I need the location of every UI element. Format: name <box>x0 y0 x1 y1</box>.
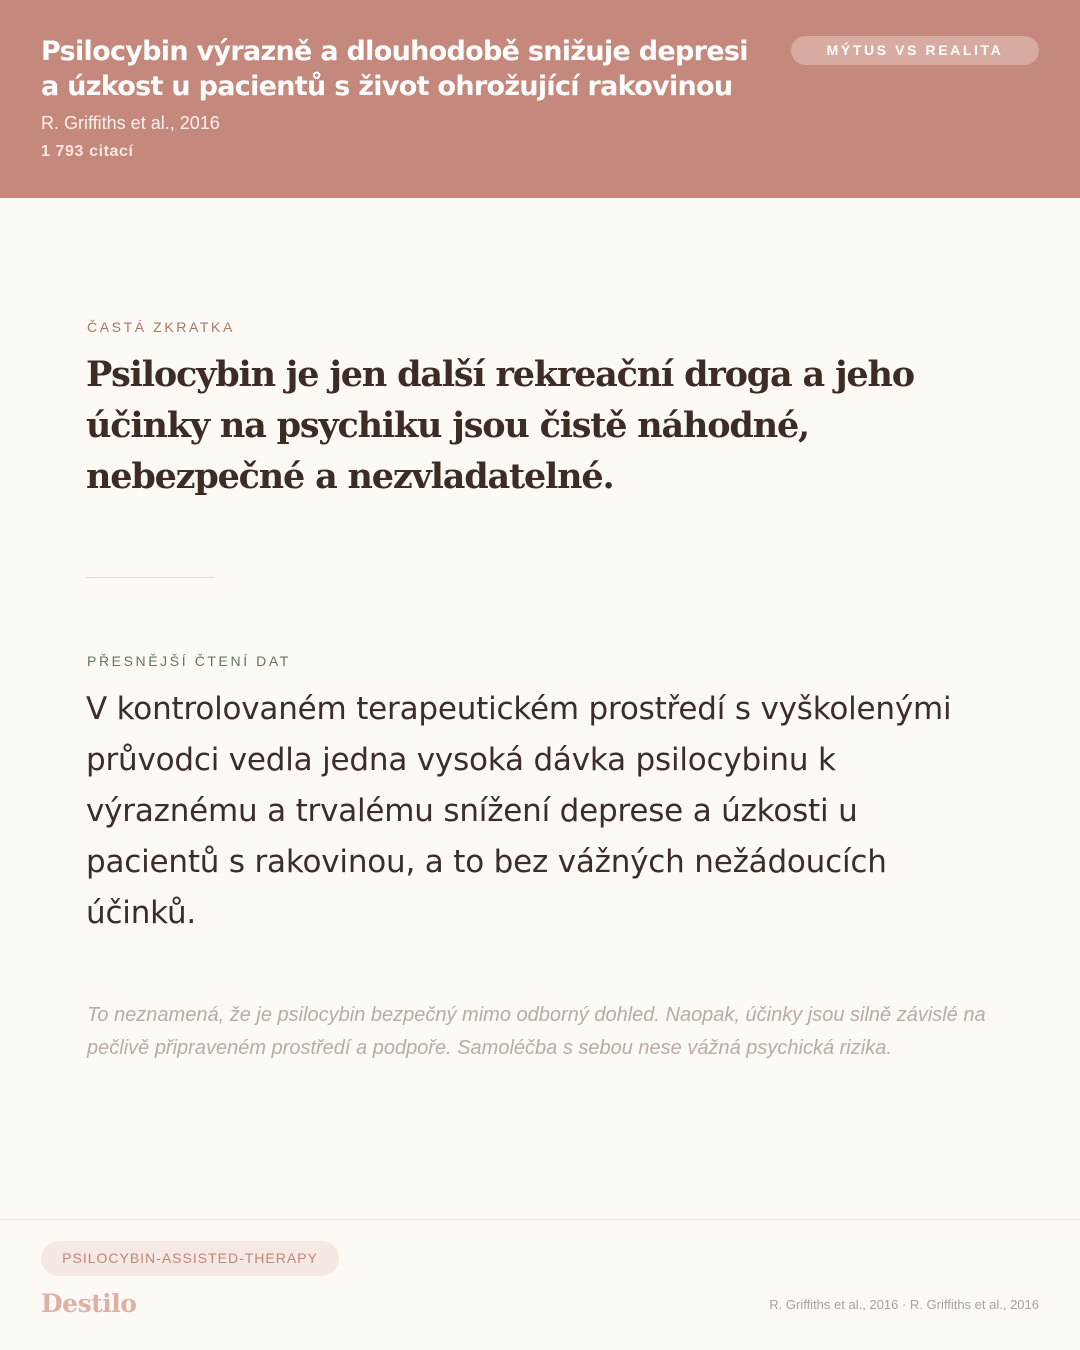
paper-title: Psilocybin výrazně a dlouhodobě snižuje depresi a úzkost u pacientů s život ohrožující rakovinou <box>41 36 748 102</box>
myth-statement: Psilocybin je jen další rekreační droga a jeho účinky na psychiku jsou čistě náhodné, nebezpečné a nezvladatelné. <box>86 354 914 497</box>
brand-logo: Destilo <box>41 1289 137 1318</box>
reading-statement: V kontrolovaném terapeutickém prostředí s vyškolenými průvodci vedla jedna vysoká dávka psilocybinu k výraznému a trvalému snížení deprese a úzkosti u pacientů s rakovinou, a to bez vážných nežádoucích účinků. <box>86 691 952 931</box>
reading-label: PŘESNĚJŠÍ ČTENÍ DAT <box>87 653 291 669</box>
section-divider <box>86 577 215 578</box>
header-banner <box>0 0 1080 198</box>
topic-tag[interactable]: PSILOCYBIN-ASSISTED-THERAPY <box>41 1241 339 1276</box>
footer-divider <box>0 1219 1080 1220</box>
category-badge: MÝTUS VS REALITA <box>791 36 1039 65</box>
paper-authors: R. Griffiths et al., 2016 <box>41 113 220 133</box>
source-credit: R. Griffiths et al., 2016 · R. Griffiths et al., 2016 <box>769 1297 1039 1312</box>
citation-count: 1 793 citací <box>41 143 134 160</box>
myth-label: ČASTÁ ZKRATKA <box>87 319 235 335</box>
caveat-note: To neznamená, že je psilocybin bezpečný mimo odborný dohled. Naopak, účinky jsou silně závislé na pečlivě připraveném prostředí a podpoře. Samoléčba s sebou nese vážná psychická rizika. <box>87 1004 986 1059</box>
